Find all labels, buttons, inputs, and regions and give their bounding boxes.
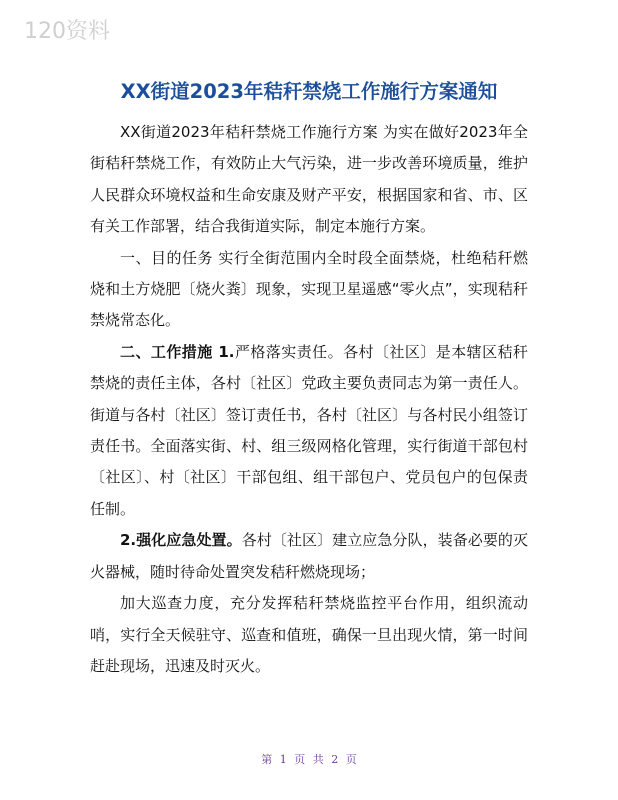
document-body — [90, 117, 528, 682]
paragraph-patrol: 加大巡查力度，充分发挥秸秆禁烧监控平台作用，组织流动哨，实行全天候驻守、巡查和值班，确保一旦出现火情，第一时间赶赴现场，迅速及时灭火。 — [90, 594, 528, 675]
document-title: XX街道2023年秸秆禁烧工作施行方案通知 — [120, 80, 498, 103]
emergency-heading: 2.强化应急处置。 — [120, 531, 242, 550]
measures-text: 严格落实责任。各村〔社区〕是本辖区秸秆禁烧的责任主体，各村〔社区〕党政主要负责同志为第一责任人。街道与各村〔社区〕签订责任书，各村〔社区〕与各村民小组签订责任书。全面落实街、村、组三级网格化管理，实行街道干部包村〔社区〕、村〔社区〕干部包组、组干部包户、党员包户的包保责任制。 — [90, 342, 528, 518]
emergency-text: 各村〔社区〕建立应急分队，装备必要的灭火器械，随时待命处置突发秸秆燃烧现场； — [90, 531, 528, 581]
page-number: 第 1 页 共 2 页 — [261, 753, 357, 766]
paragraph-measures — [90, 337, 528, 525]
paragraph-emergency — [90, 525, 528, 588]
paragraph-objectives: 一、目的任务 实行全街范围内全时段全面禁烧，杜绝秸秆燃烧和土方烧肥〔烧火粪〕现象，实现卫星遥感“零火点”，实现秸秆禁烧常态化。 — [90, 248, 528, 330]
measures-heading: 二、工作措施 1. — [120, 342, 235, 361]
paragraph-intro: XX街道2023年秸秆禁烧工作施行方案 为实在做好2023年全街秸秆禁烧工作，有效防止大气污染，进一步改善环境质量，维护人民群众环境权益和生命安康及财产平安，根据国家和省、市、区有关工作部署，结合我街道实际，制定本施行方案。 — [90, 123, 528, 236]
watermark-logo: 120资料 — [24, 19, 110, 44]
